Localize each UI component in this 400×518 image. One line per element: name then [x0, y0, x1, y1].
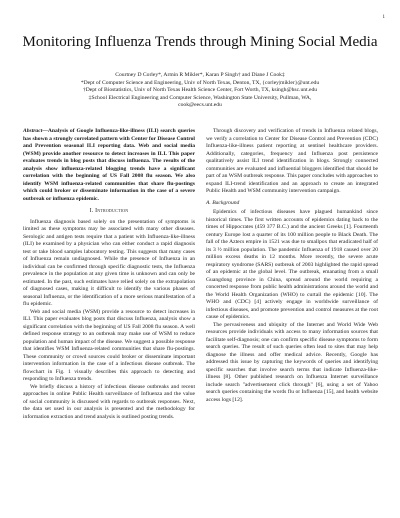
affiliation-3: ‡School Electrical Engineering and Computer Science, Washington State University, Pullman, WA, — [88, 94, 312, 101]
paragraph: Epidemics of infectious diseases have plagued humankind since historical times. The first written accounts of epidemics dating back to the times of Hippocrates (459 377 B.C.) and the ancient Greeks [1]. Fourteenth century Europe lost a quarter of its 100 million people to Black Death. The fall of the Aztecs empire in 1521 was due to smallpox that eradicated half of its 3 ½ million population. The pandemic Influenza of 1918 caused over 20 million excess deaths in 12 months. More recently, the severe acute respiratory syndrome (SARS) outbreak of 2003 highlighted the rapid spread of an epidemic at the global level. The outbreak, emanating from a small Guangdong province in China, spread around the world requiring a concerted response from public health administrations around the world and the World Health Organization (WHO) to curtail the epidemic [10]. The WHO and (CDC) [4] actively engage in worldwide surveillance of infectious diseases, and promote prevention and control measures at the root cause of epidemics. — [206, 209, 378, 320]
abstract-label: Abstract — [23, 128, 43, 134]
affiliation-2: †Dept of Biostatistics, Univ of North Texas Health Science Center, Fort Worth, TX, ksingh@hsc.unt.edu — [82, 87, 318, 94]
page-number: 1 — [382, 15, 385, 20]
paragraph: The pervasiveness and ubiquity of the Internet and World Wide Web resources provide individuals with access to many information sources that facilitate self-diagnosis; one can confirm specific disease symptoms to form search queries. The result of such queries often lead to sites that may help diagnose the illness and offer medical advice. Recently, Google has addressed this issue by capturing the keywords of queries and identifying specific searches that involve search terms that indicate Influenza-like-illness [8]. Other published research on Influenza Internet surveillance include search "advertisement click through" [6], using a set of Yahoo search queries containing the words flu or Influenza [15], and health website access logs [12]. — [206, 321, 378, 403]
author-block — [20, 72, 380, 110]
right-column — [206, 128, 378, 404]
author-names: Courtney D Corley*, Armin R Mikler*, Karan P Singh† and Diane J Cook‡ — [115, 72, 285, 78]
paper-title: Monitoring Influenza Trends through Mining Social Media — [22, 34, 378, 50]
abstract-text: —Analysis of Google Influenza-like-illness (ILI) search queries has shown a strongly correlated pattern with Center for Disease Control and Prevention seasonal ILI reporting data. Web and social media (WSM) provide another resource to detect increases in ILI. This paper evaluates trends in blog posts that discuss influenza. The results of the analysis show influenza-related blogging trends have a significant correlation with the beginning of US Fall 2008 flu season. We also identify WSM influenza-related communities that share flu-postings which could broker or disseminate information in the case of a severe outbreak or influenza epidemic. — [23, 128, 195, 202]
paragraph: We briefly discuss a history of infectious disease outbreaks and recent approaches in online Public Health surveillance of Influenza and the value of social community is discussed with regards to outbreak responses. Next, the data set used in our analysis is presented and the methodology for information extraction and trend analysis is outlined posting trends. — [23, 383, 195, 420]
paragraph: Web and social media (WSM) provide a resource to detect increases in ILI. This paper evaluates blog posts that discuss Influenza, analysis show a significant correlation with the beginning of US Fall 2008 flu season. A well defined response strategy to an outbreak may make use of WSM to reduce population and human impact of the disease. We suggest a possible response that identifies WSM Influenza-related communities that share flu-postings. These community or crowd sources could broker or disseminate important intervention information in the case of a infectious disease outbreak. The flowchart in Fig. 1 visually describes this approach to detecting and responding to Influenza trends. — [23, 308, 195, 382]
affiliation-1: *Dept of Computer Science and Engineering, Univ of North Texas, Denton, TX, {corley|mikler}@unt.edu — [80, 79, 320, 86]
section-heading-introduction: I. Introduction — [89, 208, 129, 214]
paragraph: Influenza diagnosis based solely on the presentation of symptoms is limited as these symptoms may be associated with many other diseases. Serologic and antigen tests require that a patient with Influenza-like-illness (ILI) be examined by a physician who can either conduct a rapid diagnosis test or take blood samples laboratory testing. This suggests that many cases of Influenza remain undiagnosed. While the presence of Influenza in an individual can be confirmed through specific diagnostic tests, the Influenza prevalence in the population at any given time is unknown and can only be estimated. In the past, such estimates have relied solely on the extrapolation of diagnosed cases, making it difficult to identify the various phases of seasonal Influenza, or the identification of a more serious manifestation of a flu epidemic. — [23, 218, 195, 307]
left-column — [23, 128, 195, 421]
abstract — [23, 128, 195, 203]
subsection-heading-background: A. Background — [206, 199, 240, 206]
affiliation-3-email: cook@eecs.unt.edu — [178, 102, 222, 109]
paragraph: Through discovery and verification of trends in Influenza related blogs, we verify a correlation to Center for Disease Control and Prevention (CDC) Influenza-like-illness patient reporting at sentinel healthcare providers. Additionally, categories, frequency and Influenza post persistence qualitatively assist ILI trend identification in blogs. Strongly connected communities are evaluated and influential bloggers identified that should be part of an WSM outbreak response. This paper concludes with approaches to expand ILI-trend identification and an approach to create an integrated Public Health and WSM community intervention campaign. — [206, 128, 378, 194]
